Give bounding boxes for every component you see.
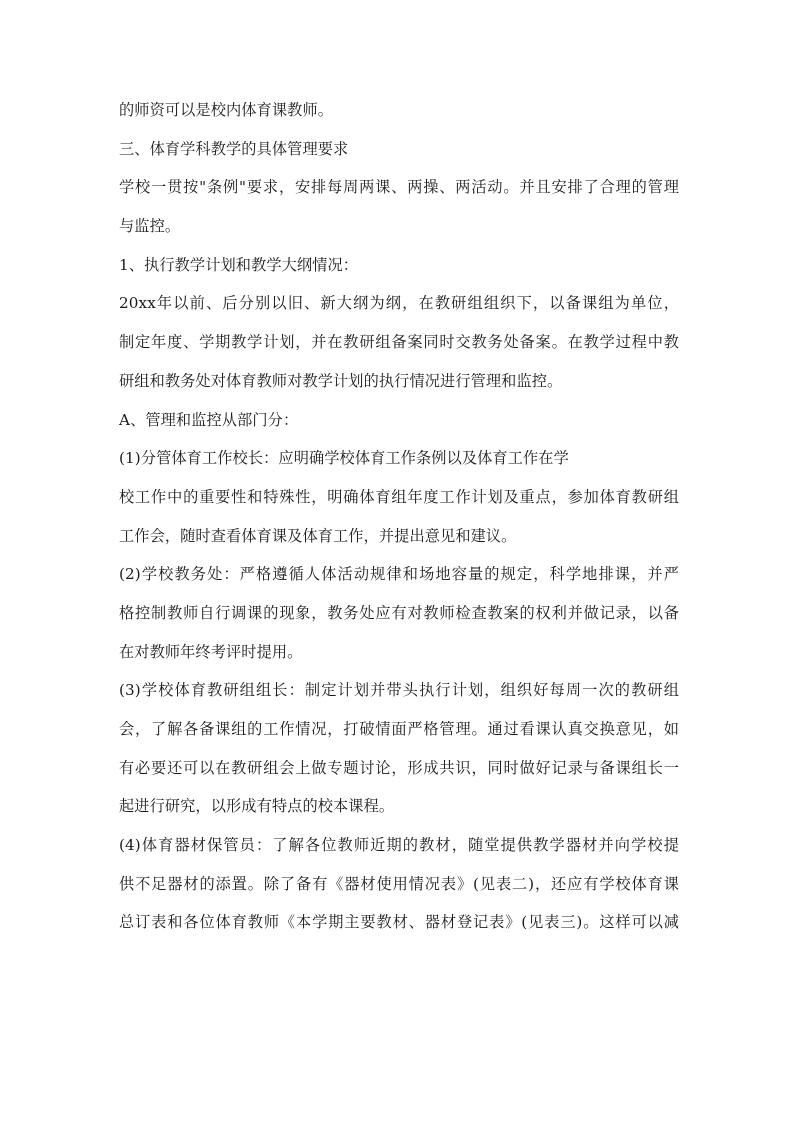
document-body	[119, 100, 679, 951]
text-line: 有必要还可以在教研组会上做专题讨论，形成共识，同时做好记录与备课组长一	[119, 758, 679, 777]
text-line: 研组和教务处对体育教师对教学计划的执行情况进行管理和监控。	[119, 371, 563, 390]
text-line: 起进行研究，以形成有特点的校本课程。	[119, 797, 395, 816]
text-line: 制定年度、学期教学计划，并在教研组备案同时交教务处备案。在教学过程中教	[119, 333, 679, 352]
text-line: 会，了解各备课组的工作情况，打破情面严格管理。通过看课认真交换意见，如	[119, 720, 679, 738]
text-line: (4)体育器材保管员：了解各位教师近期的教材，随堂提供教学器材并向学校提	[119, 836, 679, 855]
text-line: 校工作中的重要性和特殊性，明确体育组年度工作计划及重点，参加体育教研组	[119, 487, 679, 506]
text-line: 格控制教师自行调课的现象，教务处应有对教师检查教案的权利并做记录，以备	[119, 603, 679, 622]
text-line: (1)分管体育工作校长：应明确学校体育工作条例以及体育工作在学	[119, 449, 569, 468]
text-line: 20xx年以前、后分别以旧、新大纲为纲，在教研组组织下，以备课组为单位，	[119, 294, 679, 313]
text-line: 在对教师年终考评时提用。	[119, 642, 303, 661]
text-line: 工作会，随时查看体育课及体育工作，并提出意见和建议。	[119, 526, 517, 545]
subsection-heading: 1、执行教学计划和教学大纲情况：	[119, 255, 359, 274]
text-line: 总订表和各位体育教师《本学期主要教材、器材登记表》(见表三)。这样可以减	[119, 913, 679, 932]
text-line: 的师资可以是校内体育课教师。	[119, 101, 334, 119]
text-line: (2)学校教务处：严格遵循人体活动规律和场地容量的规定，科学地排课，并严	[119, 565, 679, 584]
section-heading: 三、体育学科教学的具体管理要求	[119, 139, 349, 158]
text-line: (3)学校体育教研组组长：制定计划并带头执行计划，组织好每周一次的教研组	[119, 681, 679, 700]
subsection-heading: A、管理和监控从部门分：	[119, 410, 299, 429]
text-line: 与监控。	[119, 217, 181, 236]
text-line: 供不足器材的添置。除了备有《器材使用情况表》(见表二)，还应有学校体育课	[119, 874, 679, 893]
text-line: 学校一贯按"条例"要求，安排每周两课、两操、两活动。并且安排了合理的管理	[119, 178, 679, 197]
